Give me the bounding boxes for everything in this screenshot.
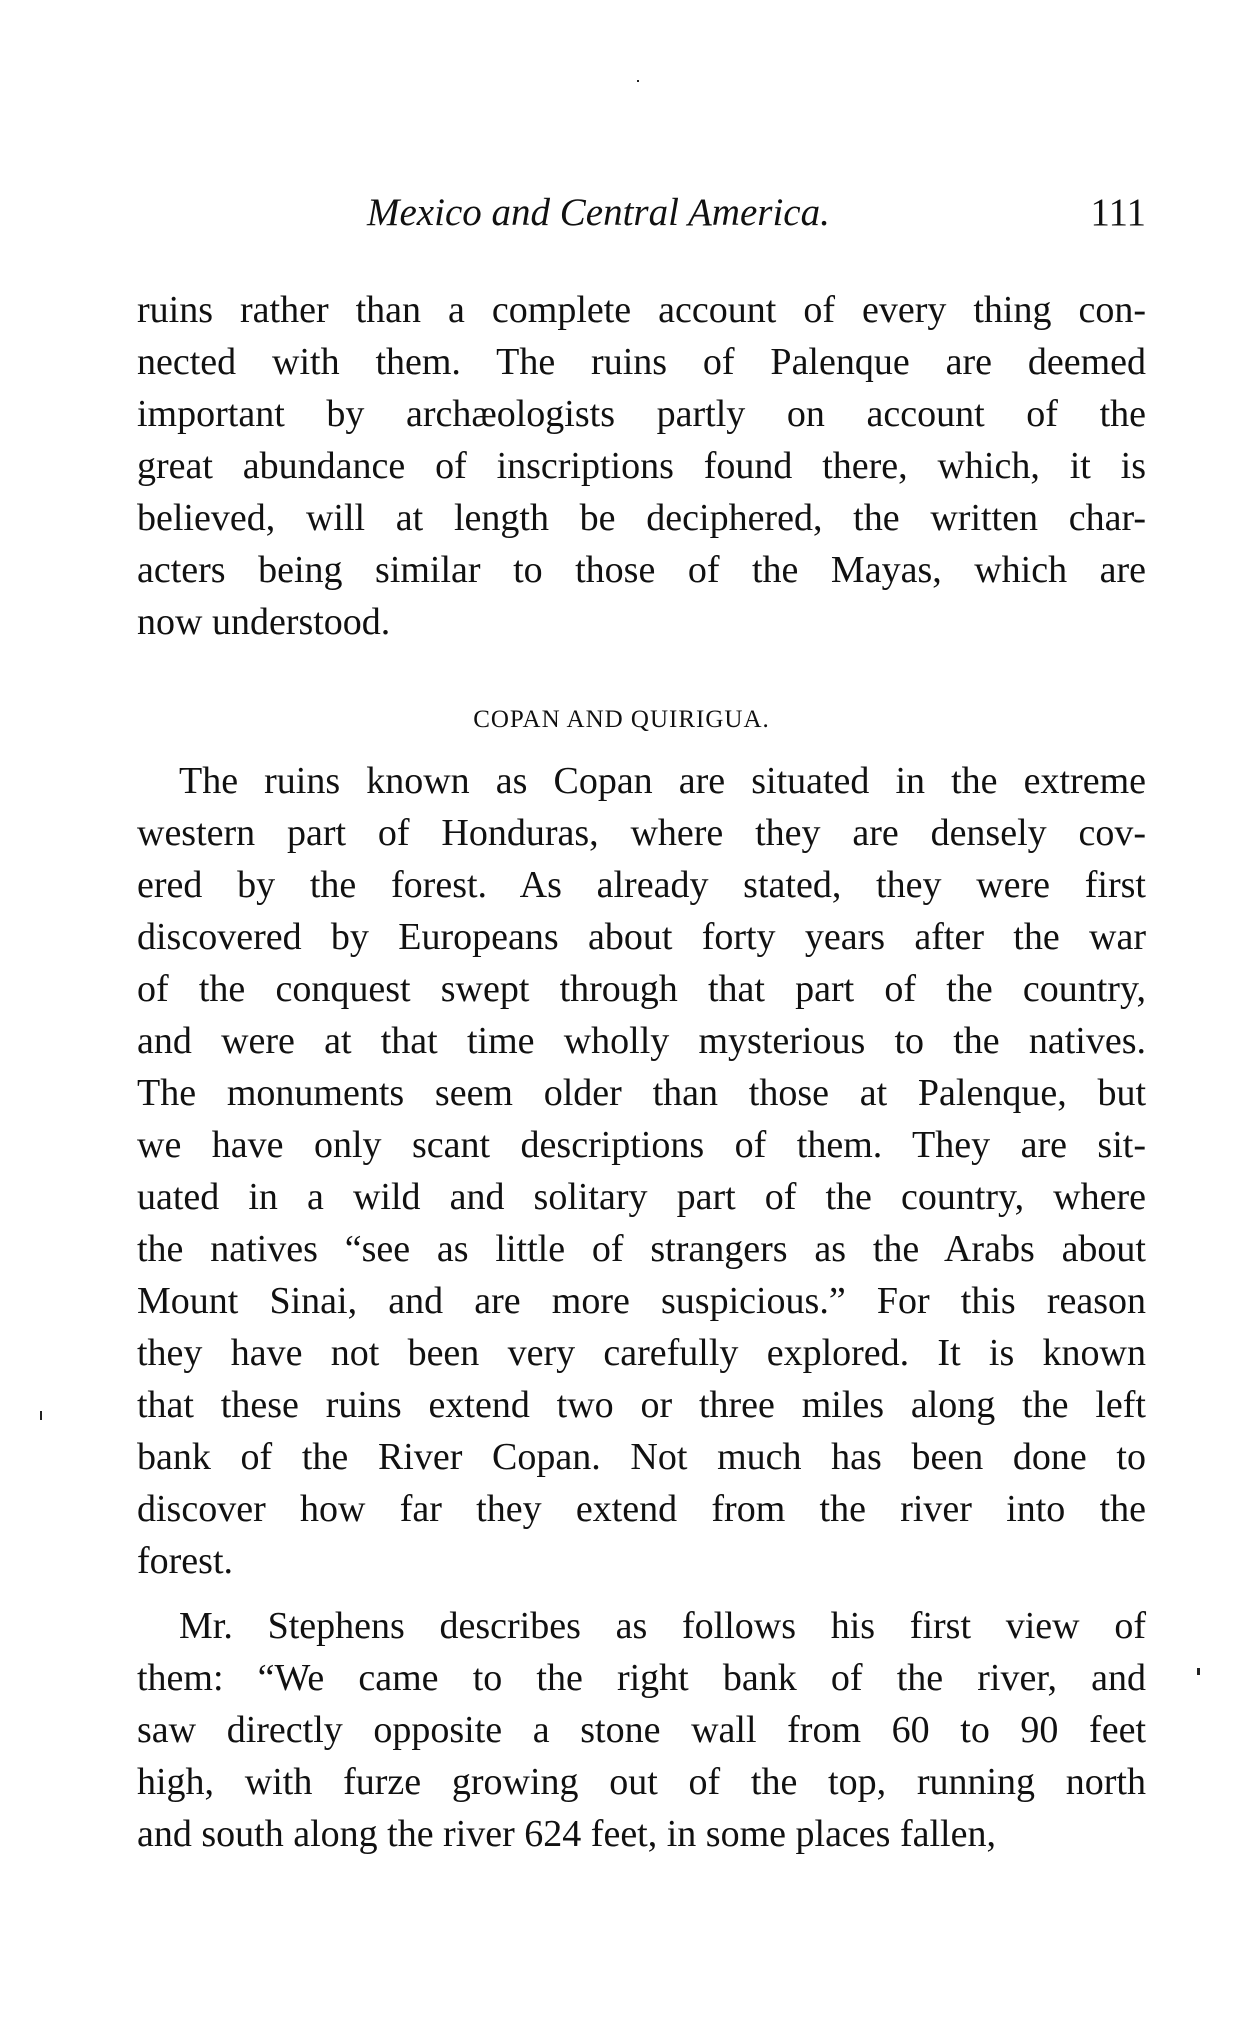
- text-line: believed, will at length be deciphered, the written char-: [137, 497, 1146, 539]
- text-line: the natives “see as little of strangers as the Arabs about: [137, 1228, 1146, 1270]
- text-line: nected with them. The ruins of Palenque are deemed: [137, 341, 1146, 383]
- paragraph-2: [137, 755, 1146, 1587]
- text-line: The ruins known as Copan are situated in the extreme: [179, 760, 1146, 802]
- text-line: of the conquest swept through that part of the country,: [137, 968, 1146, 1010]
- text-line: ruins rather than a complete account of every thing con-: [137, 289, 1146, 331]
- text-line: western part of Honduras, where they are densely cov-: [137, 812, 1146, 854]
- text-line: and south along the river 624 feet, in some places fallen,: [137, 1813, 996, 1855]
- text-line: Mr. Stephens describes as follows his first view of: [179, 1605, 1146, 1647]
- text-line: saw directly opposite a stone wall from 60 to 90 feet: [137, 1709, 1146, 1751]
- text-line: ered by the forest. As already stated, they were first: [137, 864, 1146, 906]
- text-line: discover how far they extend from the river into the: [137, 1488, 1146, 1530]
- text-line: Mount Sinai, and are more suspicious.” For this reason: [137, 1280, 1146, 1322]
- paragraph-1: [137, 284, 1146, 648]
- text-line: The monuments seem older than those at Palenque, but: [137, 1072, 1146, 1114]
- section-heading: COPAN AND QUIRIGUA.: [473, 706, 770, 733]
- text-line: them: “We came to the right bank of the river, and: [137, 1657, 1146, 1699]
- page-header: [137, 190, 1146, 240]
- text-line: uated in a wild and solitary part of the country, where: [137, 1176, 1146, 1218]
- text-line: important by archæologists partly on account of the: [137, 393, 1146, 435]
- scan-speck: [637, 80, 639, 82]
- text-line: they have not been very carefully explored. It is known: [137, 1332, 1146, 1374]
- scan-speck: [1197, 1668, 1200, 1675]
- text-line: and were at that time wholly mysterious to the natives.: [137, 1020, 1146, 1062]
- text-line: discovered by Europeans about forty years after the war: [137, 916, 1146, 958]
- text-line: bank of the River Copan. Not much has been done to: [137, 1436, 1146, 1478]
- scan-speck: [40, 1411, 42, 1420]
- page-number: 111: [1090, 191, 1146, 234]
- text-line: forest.: [137, 1540, 234, 1582]
- text-line: now understood.: [137, 601, 391, 643]
- text-line: high, with furze growing out of the top, running north: [137, 1761, 1146, 1803]
- text-line: acters being similar to those of the Mayas, which are: [137, 549, 1146, 591]
- text-line: we have only scant descriptions of them. They are sit-: [137, 1124, 1146, 1166]
- running-title: Mexico and Central America.: [367, 191, 830, 234]
- text-line: that these ruins extend two or three miles along the left: [137, 1384, 1146, 1426]
- paragraph-3: [137, 1600, 1146, 1860]
- text-line: great abundance of inscriptions found there, which, it is: [137, 445, 1146, 487]
